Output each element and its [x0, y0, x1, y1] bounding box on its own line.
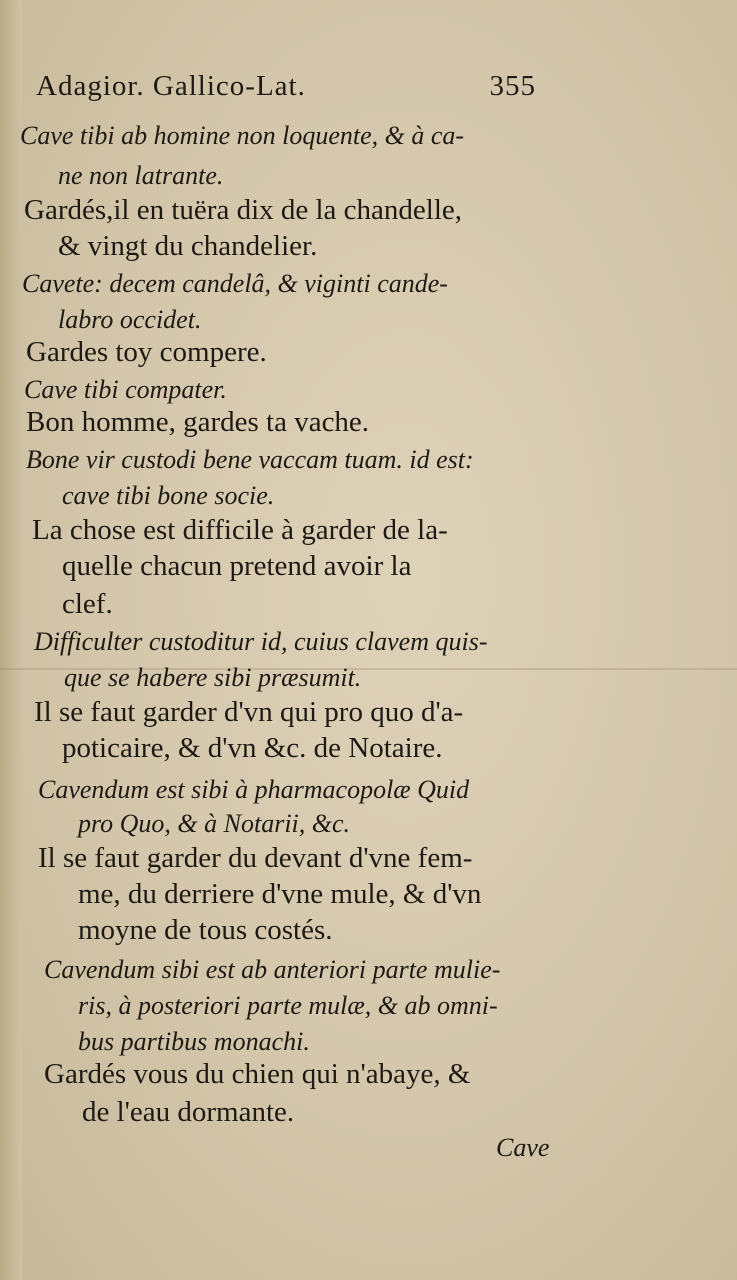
text-line: Gardés,il en tuëra dix de la chandelle,	[24, 194, 463, 226]
text-line: Gardés vous du chien qui n'abaye, &	[44, 1058, 471, 1090]
running-header	[36, 70, 536, 114]
text-line: Bon homme, gardes ta vache.	[26, 406, 370, 438]
text-line: La chose est difficile à garder de la-	[32, 514, 448, 546]
catchword: Cave	[496, 1133, 550, 1162]
text-line: ris, à posteriori parte mulæ, & ab omni-	[78, 991, 498, 1020]
text-line: clef.	[62, 588, 113, 620]
page-number: 355	[489, 70, 536, 102]
text-line: me, du derriere d'vne mule, & d'vn	[78, 878, 482, 910]
text-line: de l'eau dormante.	[82, 1096, 295, 1128]
text-line: & vingt du chandelier.	[58, 230, 318, 262]
text-line: Il se faut garder du devant d'vne fem-	[38, 842, 473, 874]
text-line: poticaire, & d'vn &c. de Notaire.	[62, 732, 443, 764]
text-line: bus partibus monachi.	[78, 1027, 310, 1056]
text-line: Bone vir custodi bene vaccam tuam. id est:	[26, 445, 474, 474]
running-title: Adagior. Gallico-Lat.	[36, 70, 306, 102]
text-line: pro Quo, & à Notarii, &c.	[78, 809, 351, 838]
text-line: Il se faut garder d'vn qui pro quo d'a-	[34, 696, 464, 728]
text-line: Cavendum est sibi à pharmacopolæ Quid	[38, 775, 470, 804]
text-line: cave tibi bone socie.	[62, 481, 275, 510]
text-line: quelle chacun pretend avoir la	[62, 550, 412, 582]
text-line: Gardes toy compere.	[26, 336, 267, 368]
text-line: Cave tibi compater.	[24, 375, 227, 404]
page-gutter	[0, 0, 22, 1280]
text-line: moyne de tous costés.	[78, 914, 333, 946]
text-line: Cave tibi ab homine non loquente, & à ca-	[20, 121, 465, 150]
text-line: Cavendum sibi est ab anteriori parte mulie-	[44, 955, 501, 984]
text-line: que se habere sibi præsumit.	[64, 663, 362, 692]
text-line: ne non latrante.	[58, 161, 224, 190]
text-line: Difficulter custoditur id, cuius clavem quis-	[34, 627, 488, 656]
text-line: Cavete: decem candelâ, & viginti cande-	[22, 269, 448, 298]
text-line: labro occidet.	[58, 305, 202, 334]
